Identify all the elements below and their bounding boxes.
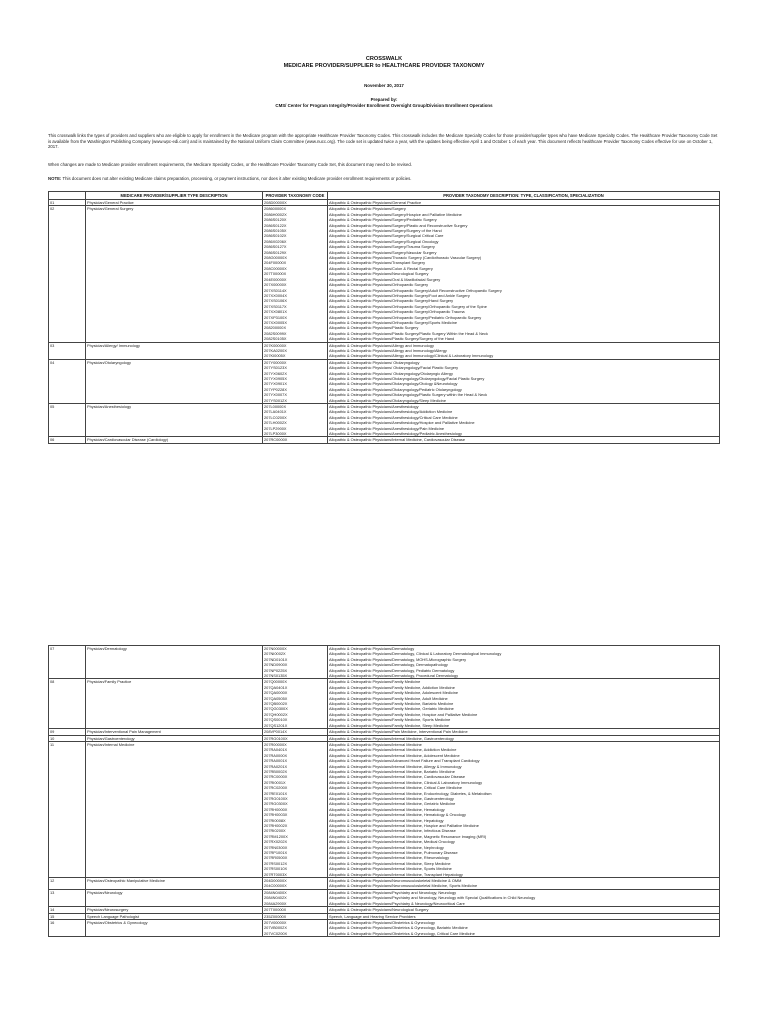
taxonomy-code-cell: 207KA0200X (263, 348, 328, 353)
taxonomy-code-cell: 2082S0099X (263, 331, 328, 336)
taxonomy-description-cell: Allopathic & Osteopathic Physicians/Internal Medicine, Nephrology (328, 845, 720, 850)
taxonomy-code-cell: 2086S0120X (263, 217, 328, 222)
provider-type-cell: Physician/Neurosurgery (86, 907, 263, 913)
taxonomy-description-cell: Allopathic & Osteopathic Physicians/Otolaryngology/Sleep Medicine (328, 398, 720, 404)
taxonomy-description-cell: Allopathic & Osteopathic Physicians/Internal Medicine (328, 741, 720, 747)
taxonomy-description-cell: Allopathic & Osteopathic Physicians/Neuromusculoskeletal Medicine & OMM (328, 878, 720, 884)
specialty-code-cell (49, 931, 86, 937)
taxonomy-description-cell: Allopathic & Osteopathic Physicians/ Otolaryngology (328, 359, 720, 365)
taxonomy-description-cell: Allopathic & Osteopathic Physicians/Plastic Surgery/Plastic Surgery Within the Head & Neck (328, 331, 720, 336)
taxonomy-description-cell: Allopathic & Osteopathic Physicians/Dermatology, Pediatric Dermatology (328, 668, 720, 673)
header-type-description: MEDICARE PROVIDER/SUPPLIER TYPE DESCRIPTION (86, 192, 263, 200)
taxonomy-description-cell: Allopathic & Osteopathic Physicians/Internal Medicine, Critical Care Medicine (328, 785, 720, 790)
taxonomy-code-cell: 207XS0114X (263, 288, 328, 293)
taxonomy-description-cell: Allopathic & Osteopathic Physicians/Internal Medicine, Addiction Medicine (328, 747, 720, 752)
taxonomy-code-cell: 207XS0117X (263, 304, 328, 309)
taxonomy-description-cell: Allopathic & Osteopathic Physicians/Anesthesiology/Addiction Medicine (328, 409, 720, 414)
taxonomy-description-cell: Allopathic & Osteopathic Physicians/Family Medicine, Adolescent Medicine (328, 690, 720, 695)
taxonomy-code-cell: 207RA0000X (263, 753, 328, 758)
taxonomy-code-cell: 2084N0402X (263, 895, 328, 900)
taxonomy-code-cell: 207RI0008X (263, 818, 328, 823)
taxonomy-description-cell: Allopathic & Osteopathic Physicians/Otolaryngology/Pediatric Otolaryngology (328, 387, 720, 392)
taxonomy-description-cell: Allopathic & Osteopathic Physicians/Family Medicine, Sports Medicine (328, 717, 720, 722)
taxonomy-description-cell: Allopathic & Osteopathic Physicians/Obstetrics & Gynecology, Critical Care Medicine (328, 931, 720, 937)
taxonomy-description-cell: Allopathic & Osteopathic Physicians/Internal Medicine, Allergy & Immunology (328, 764, 720, 769)
specialty-code-cell: 02 (49, 206, 86, 212)
taxonomy-code-cell: 207RT0003X (263, 872, 328, 878)
taxonomy-code-cell: 207RE0101X (263, 791, 328, 796)
taxonomy-code-cell: 207XP3100X (263, 315, 328, 320)
header-code-cell (49, 192, 86, 200)
taxonomy-code-cell: 207RA0401X (263, 747, 328, 752)
specialty-code-cell: 08 (49, 679, 86, 685)
provider-type-cell: Physician/Gastroenterology (86, 735, 263, 741)
taxonomy-code-cell: 207NI0002X (263, 651, 328, 656)
taxonomy-code-cell: 2086S0127X (263, 244, 328, 249)
taxonomy-description-cell: Allopathic & Osteopathic Physicians/Internal Medicine, Geriatric Medicine (328, 801, 720, 806)
taxonomy-code-cell: 207N00000X (263, 646, 328, 652)
taxonomy-description-cell: Allopathic & Osteopathic Physicians/Otolaryngology/Otolaryngology/Facial Plastic Surgery (328, 376, 720, 381)
specialty-code-cell: 14 (49, 907, 86, 913)
taxonomy-description-cell: Allopathic & Osteopathic Physicians/Internal Medicine, Magnetic Resonance Imaging (MRI) (328, 834, 720, 839)
taxonomy-code-cell: 207RH0000X (263, 807, 328, 812)
taxonomy-code-cell: 207RG0100X (263, 735, 328, 741)
taxonomy-description-cell: Allopathic & Osteopathic Physicians/Allergy and Immunology/Allergy (328, 348, 720, 353)
taxonomy-code-cell: 207R00000X (263, 741, 328, 747)
taxonomy-code-cell: 208D00000X (263, 200, 328, 206)
taxonomy-description-cell: Allopathic & Osteopathic Physicians/Internal Medicine, Gastroenterology (328, 735, 720, 741)
table-body (49, 200, 720, 444)
taxonomy-description-cell: Allopathic & Osteopathic Physicians/Dermatology, MOHS-Micrographic Surgery (328, 657, 720, 662)
taxonomy-code-cell: 207RH0003X (263, 812, 328, 817)
table-row (49, 931, 720, 937)
taxonomy-description-cell: Allopathic & Osteopathic Physicians/Transplant Surgery (328, 260, 720, 265)
taxonomy-description-cell: Allopathic & Osteopathic Physicians/Surgery (328, 206, 720, 212)
taxonomy-code-cell: 207YX0602X (263, 371, 328, 376)
provider-type-cell: Physician/Internal Medicine (86, 741, 263, 747)
taxonomy-code-cell: 207YS0012X (263, 398, 328, 404)
taxonomy-code-cell: 207XX0801X (263, 309, 328, 314)
taxonomy-description-cell: Allopathic & Osteopathic Physicians/Obstetrics & Gynecology, Bariatric Medicine (328, 925, 720, 930)
taxonomy-description-cell: Allopathic & Osteopathic Physicians/General Practice (328, 200, 720, 206)
specialty-code-cell: 11 (49, 741, 86, 747)
taxonomy-code-cell: 2086S0105X (263, 228, 328, 233)
taxonomy-code-cell: 208VP0014X (263, 729, 328, 735)
taxonomy-code-cell: 207QH0002X (263, 712, 328, 717)
taxonomy-description-cell: Allopathic & Osteopathic Physicians/Internal Medicine, Bariatric Medicine (328, 769, 720, 774)
taxonomy-description-cell: Allopathic & Osteopathic Physicians/Thoracic Surgery (Cardiothoracic Vascular Surgery) (328, 255, 720, 260)
taxonomy-code-cell: 207QS0010X (263, 717, 328, 722)
taxonomy-description-cell: Allopathic & Osteopathic Physicians/Internal Medicine, Rheumatology (328, 855, 720, 860)
taxonomy-code-cell: 207RN0300X (263, 845, 328, 850)
taxonomy-code-cell: 207LH0002X (263, 420, 328, 425)
taxonomy-code-cell: 207V00000X (263, 919, 328, 925)
taxonomy-code-cell: 207QA0401X (263, 685, 328, 690)
taxonomy-code-cell: 207LP3000X (263, 431, 328, 437)
taxonomy-code-cell: 207L00000X (263, 404, 328, 410)
taxonomy-code-cell: 207QA0000X (263, 690, 328, 695)
taxonomy-code-cell: 207X00000X (263, 282, 328, 287)
provider-type-cell: Physician/Cardiovascular Disease (Cardiology) (86, 437, 263, 443)
taxonomy-description-cell: Allopathic & Osteopathic Physicians/Surgery/Surgical Critical Care (328, 233, 720, 238)
taxonomy-code-cell: 207RR0500X (263, 855, 328, 860)
specialty-code-cell: 15 (49, 913, 86, 919)
revision-note: When changes are made to Medicare provider enrollment requirements, the Medicare Specialty Codes, or the Healthcare Provider Taxonomy Code Set, this document may need to be revised. (48, 162, 412, 167)
taxonomy-description-cell: Allopathic & Osteopathic Physicians/Anesthesiology/Pediatric Anesthesiology (328, 431, 720, 437)
taxonomy-code-cell: 2086H0002X (263, 212, 328, 217)
taxonomy-description-cell: Allopathic & Osteopathic Physicians/Internal Medicine, Medical Oncology (328, 839, 720, 844)
provider-type-cell: Physician/Neurology (86, 889, 263, 895)
taxonomy-description-cell: Allopathic & Osteopathic Physicians/Internal Medicine, Cardiovascular Disease (328, 437, 720, 443)
specialty-code-cell: 12 (49, 878, 86, 884)
taxonomy-code-cell: 207XS0106X (263, 298, 328, 303)
taxonomy-description-cell: Allopathic & Osteopathic Physicians/ Otolaryngology/Facial Plastic Surgery (328, 365, 720, 370)
taxonomy-description-cell: Allopathic & Osteopathic Physicians/Family Medicine, Geriatric Medicine (328, 706, 720, 711)
taxonomy-description-cell: Allopathic & Osteopathic Physicians/Internal Medicine, Cardiovascular Disease (328, 774, 720, 779)
taxonomy-code-cell: 207QB0002X (263, 701, 328, 706)
header-taxonomy-description: PROVIDER TAXONOMY DESCRIPTION: TYPE, CLASSIFICATION, SPECIALIZATION (328, 192, 720, 200)
taxonomy-description-cell: Allopathic & Osteopathic Physicians/Plastic Surgery/Surgery of the Hand (328, 336, 720, 342)
header-taxonomy-code: PROVIDER TAXONOMY CODE (263, 192, 328, 200)
taxonomy-code-cell: 207RP1001X (263, 850, 328, 855)
taxonomy-description-cell: Allopathic & Osteopathic Physicians/Internal Medicine, Hematology (328, 807, 720, 812)
taxonomy-description-cell: Allopathic & Osteopathic Physicians/Dermatology (328, 646, 720, 652)
taxonomy-code-cell: 207YX0901X (263, 381, 328, 386)
provider-type-cell: Physician/Family Practice (86, 679, 263, 685)
taxonomy-code-cell: 207K00000X (263, 342, 328, 348)
taxonomy-code-cell: 207RS0012X (263, 861, 328, 866)
taxonomy-code-cell: 2082S0105X (263, 336, 328, 342)
taxonomy-code-cell: 207ND0900X (263, 662, 328, 667)
taxonomy-description-cell: Allopathic & Osteopathic Physicians/Psychiatry and Neurology, Neurology with Special Qualifications in Child Neurology (328, 895, 720, 900)
table-body (49, 646, 720, 937)
taxonomy-description-cell: Allopathic & Osteopathic Physicians/Family Medicine, Sleep Medicine (328, 723, 720, 729)
taxonomy-code-cell: 207YP0228X (263, 387, 328, 392)
taxonomy-code-cell: 207RM1200X (263, 834, 328, 839)
taxonomy-description-cell: Allopathic & Osteopathic Physicians/Otolaryngology/Plastic Surgery within the Head & Neck (328, 392, 720, 397)
taxonomy-description-cell: Allopathic & Osteopathic Physicians/Orthopaedic Surgery/Sports Medicine (328, 320, 720, 325)
taxonomy-code-cell: 207QS1201X (263, 723, 328, 729)
taxonomy-description-cell: Allopathic & Osteopathic Physicians/Family Medicine, Bariatric Medicine (328, 701, 720, 706)
taxonomy-description-cell: Allopathic & Osteopathic Physicians/Orthopaedic Surgery/Orthopaedic Surgery of the Spine (328, 304, 720, 309)
taxonomy-code-cell: 207Y00000X (263, 359, 328, 365)
specialty-code-cell: 09 (49, 729, 86, 735)
taxonomy-description-cell: Allopathic & Osteopathic Physicians/Internal Medicine, Hepatology (328, 818, 720, 823)
taxonomy-description-cell: Allopathic & Osteopathic Physicians/Orthopaedic Surgery/Pediatric Orthopaedic Surgery (328, 315, 720, 320)
taxonomy-code-cell: 204C00000X (263, 883, 328, 889)
taxonomy-description-cell: Allopathic & Osteopathic Physicians/Anesthesiology/Critical Care Medicine (328, 415, 720, 420)
taxonomy-description-cell: Allopathic & Osteopathic Physicians/Dermatology, Clinical & Laboratory Dermatological Immunology (328, 651, 720, 656)
taxonomy-code-cell: 207VC0200X (263, 931, 328, 937)
taxonomy-code-cell: 2084A2900X (263, 901, 328, 907)
taxonomy-description-cell: Allopathic & Osteopathic Physicians/Orthopaedic Surgery/Foot and Ankle Surgery (328, 293, 720, 298)
taxonomy-description-cell: Allopathic & Osteopathic Physicians/Otolaryngology/Otology &Neurotology (328, 381, 720, 386)
specialty-code-cell: 05 (49, 404, 86, 410)
taxonomy-code-cell: 207RC0000X (263, 437, 328, 443)
document-title: CROSSWALK (365, 56, 403, 62)
provider-type-cell: Physician/Anesthesiology (86, 404, 263, 410)
taxonomy-code-cell: 207RI0200X (263, 828, 328, 833)
taxonomy-description-cell: Allopathic & Osteopathic Physicians/Orthopaedic Surgery (328, 282, 720, 287)
taxonomy-description-cell: Allopathic & Osteopathic Physicians/Family Medicine, Addiction Medicine (328, 685, 720, 690)
taxonomy-description-cell: Speech, Language and Hearing Service Providers (328, 913, 720, 919)
taxonomy-description-cell: Allopathic & Osteopathic Physicians/Family Medicine (328, 679, 720, 685)
taxonomy-description-cell: Allopathic & Osteopathic Physicians/Family Medicine, Adult Medicine (328, 696, 720, 701)
taxonomy-code-cell: 207QG0300X (263, 706, 328, 711)
taxonomy-code-cell: 207RG0100X (263, 796, 328, 801)
table-header-row (49, 192, 720, 200)
taxonomy-code-cell: 2086S0122X (263, 223, 328, 228)
taxonomy-description-cell: Allopathic & Osteopathic Physicians/Neurological Surgery (328, 271, 720, 276)
taxonomy-code-cell: 207LA0401X (263, 409, 328, 414)
document-date: November 30, 2017 (364, 83, 404, 88)
taxonomy-description-cell: Allopathic & Osteopathic Physicians/Advanced Heart Failure and Transplant Cardiology (328, 758, 720, 763)
taxonomy-code-cell: 207NS0135X (263, 673, 328, 679)
taxonomy-description-cell: Allopathic & Osteopathic Physicians/Pain Medicine, Interventional Pain Medicine (328, 729, 720, 735)
taxonomy-code-cell: 207RC0000X (263, 774, 328, 779)
taxonomy-description-cell: Allopathic & Osteopathic Physicians/Obstetrics & Gynecology (328, 919, 720, 925)
crosswalk-table-page1 (48, 191, 720, 444)
taxonomy-code-cell: 204D00000X (263, 878, 328, 884)
specialty-code-cell: 07 (49, 646, 86, 652)
note-label: NOTE: (48, 176, 62, 181)
taxonomy-description-cell: Allopathic & Osteopathic Physicians/Surgery/Surgical Oncology (328, 239, 720, 244)
taxonomy-description-cell: Allopathic & Osteopathic Physicians/Surgery/Surgery of the Hand (328, 228, 720, 233)
specialty-code-cell: 03 (49, 342, 86, 348)
provider-type-cell: Physician/Otolaryngology (86, 359, 263, 365)
taxonomy-code-cell: 235Z00000X (263, 913, 328, 919)
taxonomy-code-cell: 2086X0206X (263, 239, 328, 244)
prepared-by-label: Prepared by: (370, 97, 398, 102)
taxonomy-description-cell: Allopathic & Osteopathic Physicians/Surgery/Pediatric Surgery (328, 217, 720, 222)
taxonomy-description-cell: Allopathic & Osteopathic Physicians/Dermatology, Procedural Dermatology (328, 673, 720, 679)
taxonomy-description-cell: Allopathic & Osteopathic Physicians/Internal Medicine, Hematology & Oncology (328, 812, 720, 817)
taxonomy-description-cell: Allopathic & Osteopathic Physicians/Anesthesiology/Hospice and Palliative Medicine (328, 420, 720, 425)
taxonomy-description-cell: Allopathic & Osteopathic Physicians/Family Medicine, Hospice and Palliative Medicine (328, 712, 720, 717)
taxonomy-description-cell: Allopathic & Osteopathic Physicians/Internal Medicine, Pulmonary Disease (328, 850, 720, 855)
provider-type-cell: Speech Language Pathologist (86, 913, 263, 919)
provider-type-cell (86, 931, 263, 937)
taxonomy-description-cell: Allopathic & Osteopathic Physicians/Internal Medicine, Clinical & Laboratory Immunology (328, 780, 720, 785)
taxonomy-description-cell: Allopathic & Osteopathic Physicians/Psychiatry & Neurology/Neurocritical Care (328, 901, 720, 907)
taxonomy-description-cell: Allopathic & Osteopathic Physicians/Internal Medicine, Adolescent Medicine (328, 753, 720, 758)
provider-type-cell: Physician/Dermatology (86, 646, 263, 652)
taxonomy-description-cell: Allopathic & Osteopathic Physicians/Colon & Rectal Surgery (328, 266, 720, 271)
taxonomy-code-cell: 207RI0001X (263, 780, 328, 785)
taxonomy-description-cell: Allopathic & Osteopathic Physicians/Anesthesiology (328, 404, 720, 410)
taxonomy-code-cell: 208G00000X (263, 255, 328, 260)
taxonomy-description-cell: Allopathic & Osteopathic Physicians/Psychiatry and Neurology, Neurology (328, 889, 720, 895)
disclaimer-note (48, 176, 720, 182)
taxonomy-code-cell: 207RG0300X (263, 801, 328, 806)
document-subtitle: MEDICARE PROVIDER/SUPPLIER to HEALTHCARE PROVIDER TAXONOMY (283, 63, 485, 69)
crosswalk-table-page2 (48, 645, 720, 937)
provider-type-cell: Physician/Osteopathic Manipulative Medicine (86, 878, 263, 884)
taxonomy-description-cell: Allopathic & Osteopathic Physicians/Allergy and Immunology (328, 342, 720, 348)
provider-type-cell: Physician/General Surgery (86, 206, 263, 212)
specialty-code-cell: 01 (49, 200, 86, 206)
taxonomy-code-cell: 207NP0225X (263, 668, 328, 673)
taxonomy-code-cell: 207LC0200X (263, 415, 328, 420)
taxonomy-description-cell: Allopathic & Osteopathic Physicians/Internal Medicine, Infectious Disease (328, 828, 720, 833)
taxonomy-code-cell: 207RA0201X (263, 764, 328, 769)
table-row (49, 437, 720, 443)
taxonomy-description-cell: Allopathic & Osteopathic Physicians/Neurological Surgery (328, 907, 720, 913)
taxonomy-description-cell: Allopathic & Osteopathic Physicians/Internal Medicine, Transplant Hepatology (328, 872, 720, 878)
taxonomy-code-cell: 207T00000X (263, 271, 328, 276)
taxonomy-code-cell: 207RB0002X (263, 769, 328, 774)
taxonomy-code-cell: 208600000X (263, 206, 328, 212)
taxonomy-description-cell: Allopathic & Osteopathic Physicians/Internal Medicine, Sports Medicine (328, 866, 720, 871)
taxonomy-description-cell: Allopathic & Osteopathic Physicians/Allergy and Immunology/Clinical & Laboratory Immunology (328, 353, 720, 359)
taxonomy-description-cell: Allopathic & Osteopathic Physicians/Internal Medicine, Endocrinology, Diabetes, & Metabolism (328, 791, 720, 796)
taxonomy-code-cell: 207RA0001X (263, 758, 328, 763)
taxonomy-code-cell: 207RC0200X (263, 785, 328, 790)
specialty-code-cell: 13 (49, 889, 86, 895)
taxonomy-code-cell: 207XX0004X (263, 293, 328, 298)
taxonomy-description-cell: Allopathic & Osteopathic Physicians/Surgery/Trauma Surgery (328, 244, 720, 249)
taxonomy-description-cell: Allopathic & Osteopathic Physicians/Anesthesiology/Pain Medicine (328, 426, 720, 431)
taxonomy-code-cell: 207QA0505X (263, 696, 328, 701)
taxonomy-code-cell: 204E00000X (263, 277, 328, 282)
taxonomy-code-cell: 207T00000X (263, 907, 328, 913)
taxonomy-code-cell: 207KI0005X (263, 353, 328, 359)
taxonomy-description-cell: Allopathic & Osteopathic Physicians/Surgery/Hospice and Palliative Medicine (328, 212, 720, 217)
specialty-code-cell: 10 (49, 735, 86, 741)
taxonomy-code-cell: 208C00000X (263, 266, 328, 271)
taxonomy-code-cell: 207ND0101X (263, 657, 328, 662)
taxonomy-description-cell: Allopathic & Osteopathic Physicians/ Otolaryngology/Otolaryngic Allergy (328, 371, 720, 376)
taxonomy-code-cell: 207YS0123X (263, 365, 328, 370)
taxonomy-description-cell: Allopathic & Osteopathic Physicians/Oral & Maxillofacial Surgery (328, 277, 720, 282)
taxonomy-description-cell: Allopathic & Osteopathic Physicians/Orthopaedic Surgery/Hand Surgery (328, 298, 720, 303)
taxonomy-code-cell: 207YX0905X (263, 376, 328, 381)
taxonomy-code-cell: 2086S0102X (263, 233, 328, 238)
taxonomy-code-cell: 207RX0202X (263, 839, 328, 844)
intro-paragraph: This crosswalk links the types of providers and suppliers who are eligible to apply for enrollment in the Medicare program with the appropriate Healthcare Provider Taxonomy Codes. This crosswalk includes the Medicare Specialty Codes for those provider/supplier types who have Medicare Specialty Codes. The Healthcare Provider Taxonomy Code Set is available from the Washington Publishing Company (www.wpc-edi.com) and is maintained by the National Uniform Claim Committee (www.nucc.org). The code set is updated twice a year, with the updates being effective April 1 and October 1 of each year. This document reflects healthcare Provider Taxonomy Codes effective for use on October 1, 2017. (48, 133, 718, 150)
taxonomy-description-cell: Allopathic & Osteopathic Physicians/Internal Medicine, Gastroenterology (328, 796, 720, 801)
taxonomy-code-cell: 204F00000X (263, 260, 328, 265)
taxonomy-description-cell: Allopathic & Osteopathic Physicians/Internal Medicine, Hospice and Palliative Medicine (328, 823, 720, 828)
taxonomy-description-cell: Allopathic & Osteopathic Physicians/Plastic Surgery (328, 325, 720, 330)
taxonomy-description-cell: Allopathic & Osteopathic Physicians/Orthopaedic Surgery/Orthopaedic Trauma (328, 309, 720, 314)
taxonomy-code-cell: 207YX0007X (263, 392, 328, 397)
taxonomy-code-cell: 2084N0400X (263, 889, 328, 895)
taxonomy-description-cell: Allopathic & Osteopathic Physicians/Orthopaedic Surgery/Adult Reconstructive Orthopaedic Surgery (328, 288, 720, 293)
prepared-by: CMS/ Center for Program Integrity/Provider Enrollment Oversight Group/Division Enrollment Operations (275, 103, 493, 108)
note-text: This document does not alter existing Medicare claims preparation, processing, or payment instructions, nor does it alter existing Medicare provider enrollment requirements or policies. (62, 176, 412, 181)
taxonomy-description-cell: Allopathic & Osteopathic Physicians/Dermatology, Dermatopathology (328, 662, 720, 667)
taxonomy-description-cell: Allopathic & Osteopathic Physicians/Neuromusculoskeletal Medicine, Sports Medicine (328, 883, 720, 889)
taxonomy-description-cell: Allopathic & Osteopathic Physicians/Internal Medicine, Sleep Medicine (328, 861, 720, 866)
specialty-code-cell: 04 (49, 359, 86, 365)
taxonomy-code-cell: 207VB0002X (263, 925, 328, 930)
provider-type-cell: Physician/Interventional Pain Management (86, 729, 263, 735)
specialty-code-cell: 16 (49, 919, 86, 925)
provider-type-cell: Physician/Obstetrics & Gynecology (86, 919, 263, 925)
taxonomy-code-cell: 207LP2900X (263, 426, 328, 431)
taxonomy-description-cell: Allopathic & Osteopathic Physicians/Surgery/Plastic and Reconstructive Surgery (328, 223, 720, 228)
taxonomy-code-cell: 207Q00000X (263, 679, 328, 685)
taxonomy-description-cell: Allopathic & Osteopathic Physicians/Surgery/Vascular Surgery (328, 250, 720, 255)
taxonomy-code-cell: 207XX0005X (263, 320, 328, 325)
taxonomy-code-cell: 207RS0010X (263, 866, 328, 871)
taxonomy-code-cell: 208200000X (263, 325, 328, 330)
provider-type-cell: Physician/Allergy/ Immunology (86, 342, 263, 348)
taxonomy-code-cell: 207RH0002X (263, 823, 328, 828)
provider-type-cell: Physician/General Practice (86, 200, 263, 206)
specialty-code-cell: 06 (49, 437, 86, 443)
taxonomy-code-cell: 2086S0129X (263, 250, 328, 255)
